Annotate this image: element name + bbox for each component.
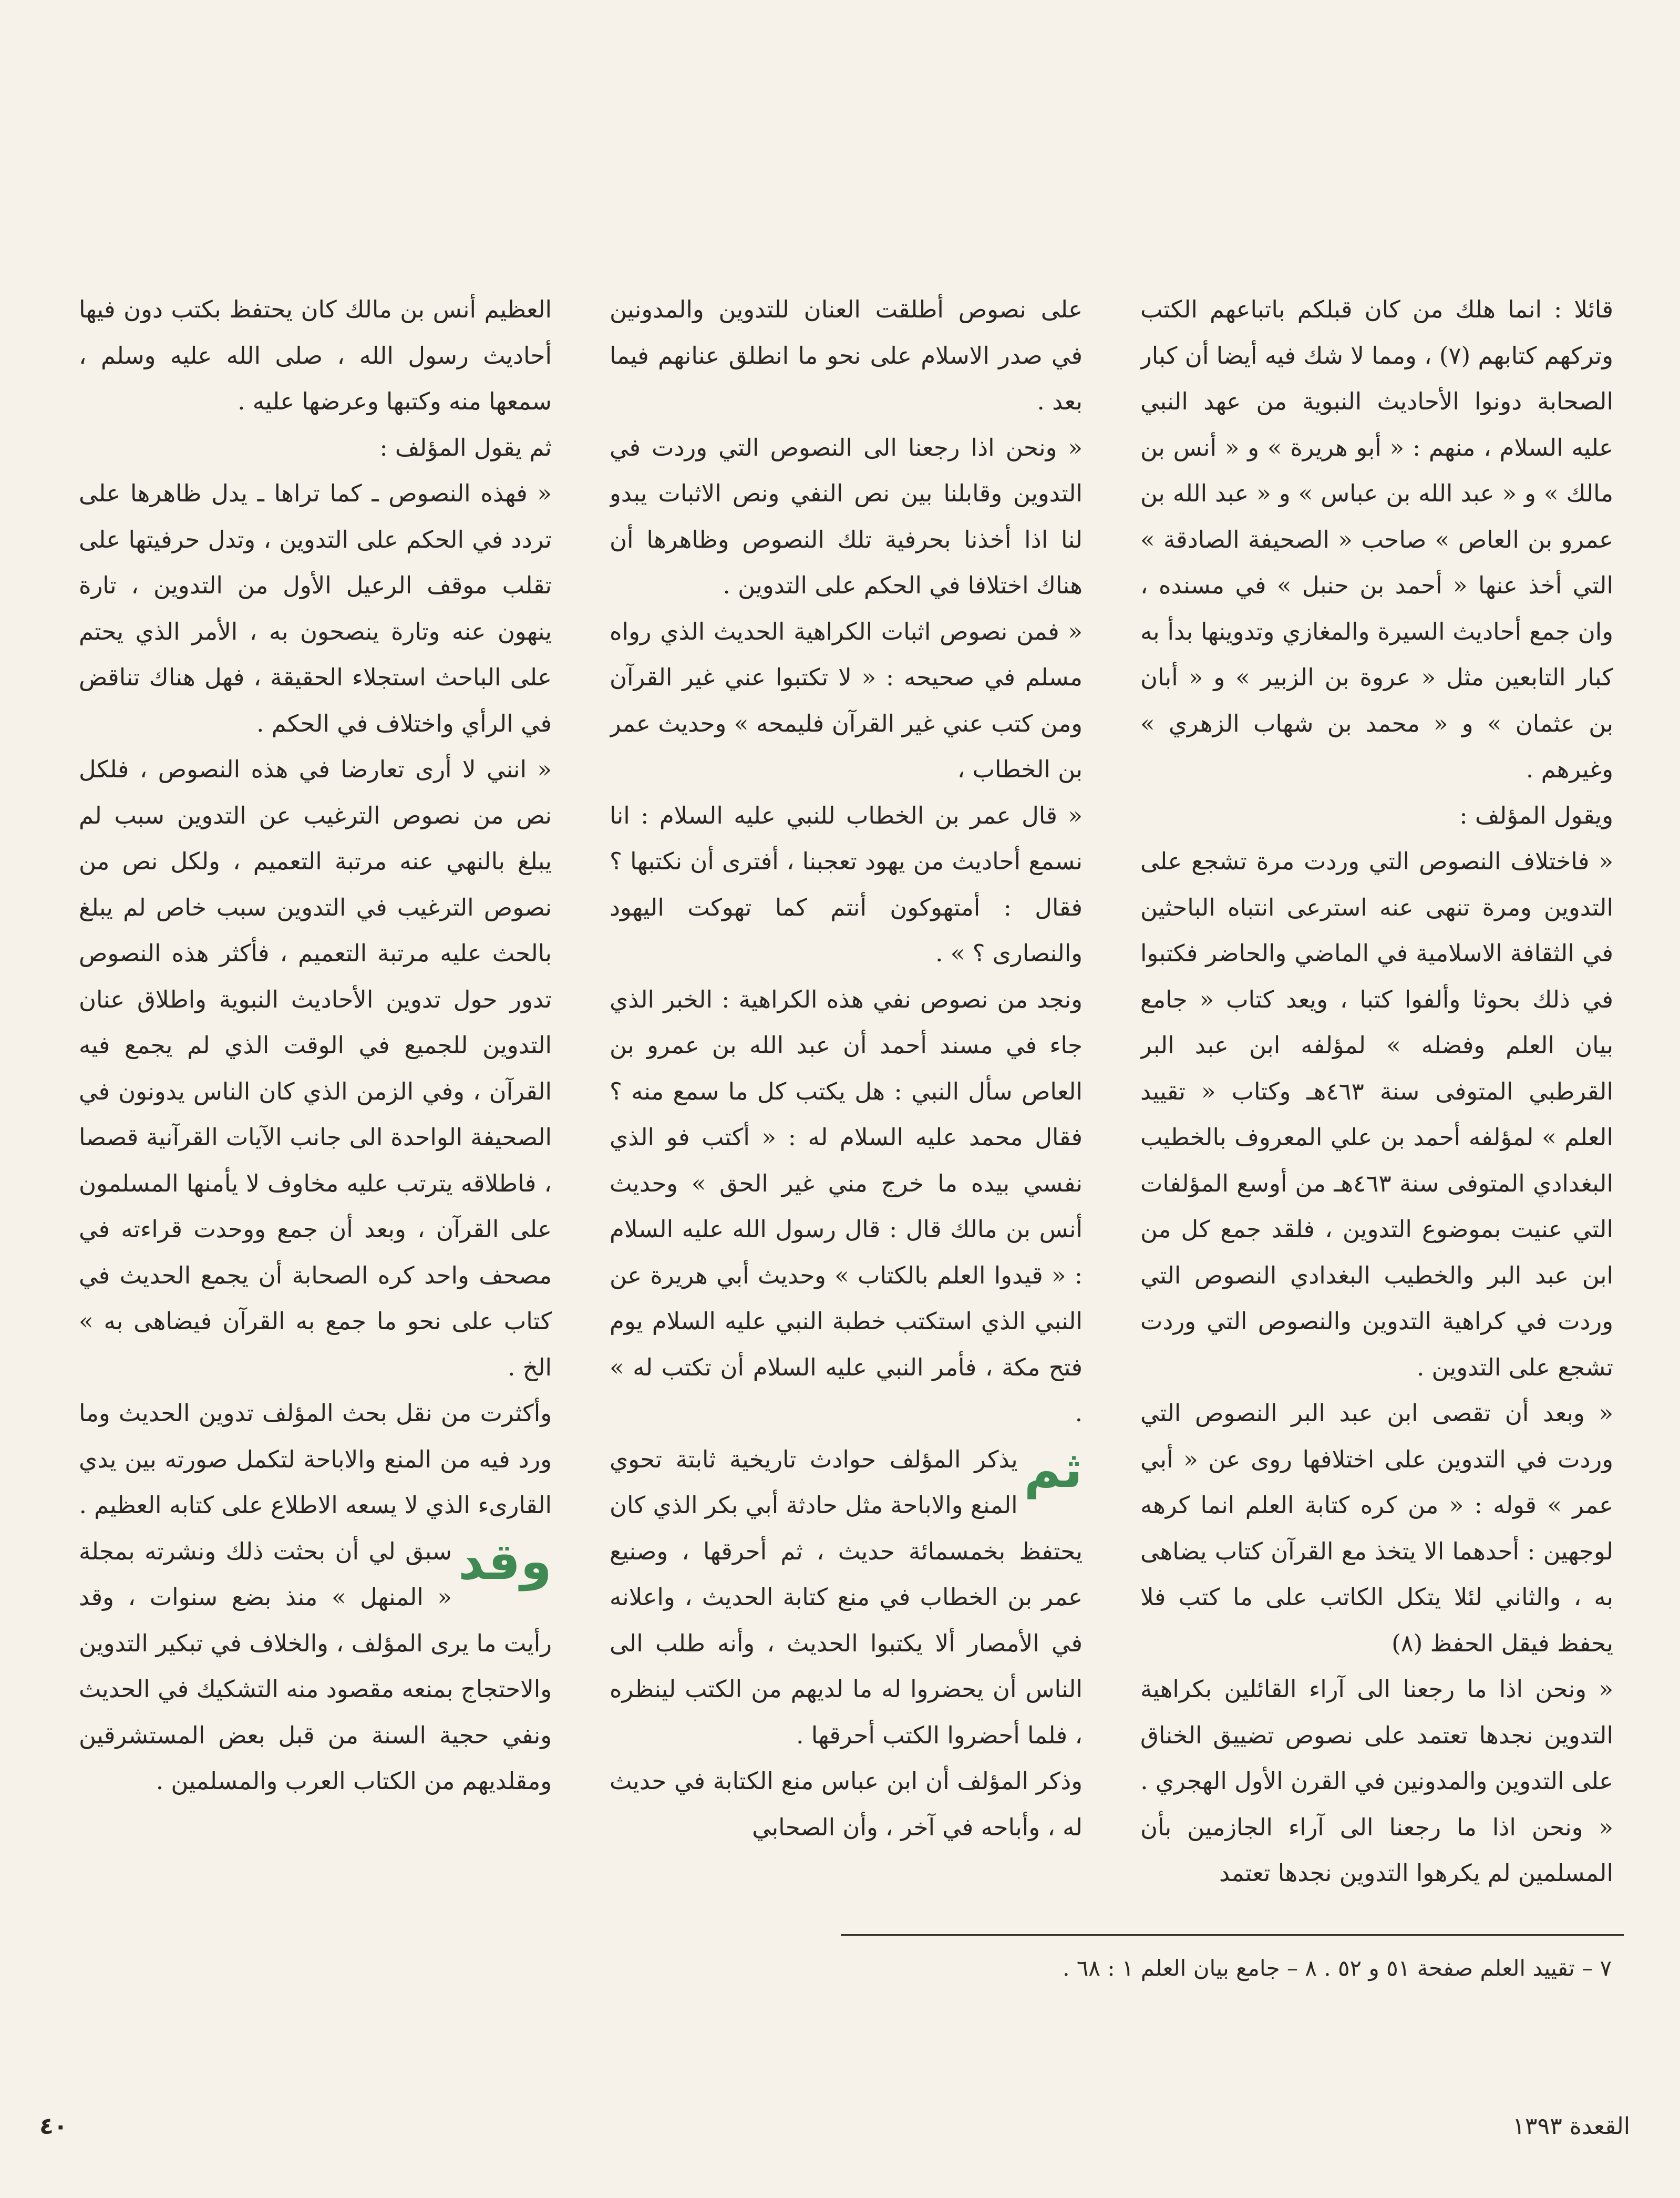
dropcap-waqad: وقد [458,1532,552,1591]
paragraph-with-dropcap [79,1528,552,1804]
paragraph: ونجد من نصوص نفي هذه الكراهية : الخبر الذي جاء في مسند أحمد أن عبد الله بن عمرو بن العاص سأل النبي : هل يكتب كل ما سمع منه ؟ فقال محمد عليه السلام له : « أكتب فو الذي نفسي بيده ما خرج مني غير الحق » وحديث أنس بن مالك قال : قال رسول الله عليه السلام : « قيدوا العلم بالكتاب » وحديث أبي هريرة عن النبي الذي استكتب خطبة النبي عليه السلام يوم فتح مكة ، فأمر النبي عليه السلام أن تكتب له » . [610,985,1083,1427]
page-number: ٤٠ [39,2113,68,2140]
paragraph: « ونحن اذا ما رجعنا الى آراء القائلين بكراهية التدوين نجدها تعتمد على نصوص تضييق الخناق على التدوين والمدونين في القرن الأول الهجري . [1140,1675,1613,1795]
paragraph: قائلا : انما هلك من كان قبلكم باتباعهم الكتب وتركهم كتابهم (٧) ، ومما لا شك فيه أيضا أن كبار الصحابة دونوا الأحاديث النبوية من عهد النبي عليه السلام ، منهم : « أبو هريرة » و « أنس بن مالك » و « عبد الله بن عباس » و « عبد الله بن عمرو بن العاص » صاحب « الصحيفة الصادقة » التي أخذ عنها « أحمد بن حنبل » في مسنده ، وان جمع أحاديث السيرة والمغازي وتدوينها بدأ به كبار التابعين مثل « عروة بن الزبير » و « أبان بن عثمان » و « محمد بن شهاب الزهري » وغيرهم . [1140,295,1613,783]
paragraph: « وبعد أن تقصى ابن عبد البر النصوص التي وردت في التدوين على اختلافها روى عن « أبي عمر » قوله : « من كره كتابة العلم انما كرهه لوجهين : أحدهما الا يتخذ مع القرآن كتاب يضاهى به ، والثاني لئلا يتكل الكاتب على ما كتب فلا يحفظ فيقل الحفظ (٨) [1140,1399,1613,1657]
paragraph: العظيم أنس بن مالك كان يحتفظ بكتب دون فيها أحاديث رسول الله ، صلى الله عليه وسلم ، سمعها منه وكتبها وعرضها عليه . [79,295,552,415]
paragraph: « ونحن اذا ما رجعنا الى آراء الجازمين بأن المسلمين لم يكرهوا التدوين نجدها تعتمد [1140,1813,1613,1887]
paragraph: على نصوص أطلقت العنان للتدوين والمدونين في صدر الاسلام على نحو ما انطلق عنانهم فيما بعد . [610,295,1083,415]
paragraph-with-dropcap [610,1436,1083,1759]
footnote-divider [841,1934,1624,1936]
column-middle [610,286,1083,1916]
paragraph: « ونحن اذا رجعنا الى النصوص التي وردت في التدوين وقابلنا بين نص النفي ونص الاثبات يبدو لنا اذا أخذنا بحرفية تلك النصوص وظاهرها أن هناك اختلافا في الحكم على التدوين . [610,433,1083,599]
article-columns [79,286,1613,1916]
issue-label: القعدة ١٣٩٣ [1512,2113,1630,2140]
paragraph: « فمن نصوص اثبات الكراهية الحديث الذي رواه مسلم في صحيحه : « لا تكتبوا عني غير القرآن ومن كتب عني غير القرآن فليمحه » وحديث عمر بن الخطاب ، [610,617,1083,783]
footnote: ٧ – تقييد العلم صفحة ٥١ و ٥٢ . ٨ – جامع بيان العلم ١ : ٦٨ . [1063,1955,1612,1981]
paragraph: ثم يقول المؤلف : [379,433,552,461]
column-left [79,286,552,1916]
column-right [1140,286,1613,1916]
paragraph: « فهذه النصوص ـ كما تراها ـ يدل ظاهرها على تردد في الحكم على التدوين ، وتدل حرفيتها على تقلب موقف الرعيل الأول من التدوين ، تارة ينهون عنه وتارة ينصحون به ، الأمر الذي يحتم على الباحث استجلاء الحقيقة ، فهل هناك تناقض في الرأي واختلاف في الحكم . [79,479,552,737]
paragraph: وأكثرت من نقل بحث المؤلف تدوين الحديث وما ورد فيه من المنع والاباحة لتكمل صورته بين يدي القارىء الذي لا يسعه الاطلاع على كتابه العظيم . [79,1399,552,1519]
paragraph: ويقول المؤلف : [1459,801,1613,829]
paragraph-text: سبق لي أن بحثت ذلك ونشرته بمجلة « المنهل » منذ بضع سنوات ، وقد رأيت ما يرى المؤلف ، والخلاف في تبكير التدوين والاحتجاج بمنعه مقصود منه التشكيك في الحديث ونفي حجية السنة من قبل بعض المستشرقين ومقلديهم من الكتاب العرب والمسلمين . [79,1537,552,1795]
paragraph: وذكر المؤلف أن ابن عباس منع الكتابة في حديث له ، وأباحه في آخر ، وأن الصحابي [610,1767,1083,1841]
paragraph: « انني لا أرى تعارضا في هذه النصوص ، فلكل نص من نصوص الترغيب عن التدوين سبب لم يبلغ بالنهي عنه مرتبة التعميم ، ولكل نص من نصوص الترغيب في التدوين سبب خاص لم يبلغ بالحث عليه مرتبة التعميم ، فأكثر هذه النصوص تدور حول تدوين الأحاديث النبوية واطلاق عنان التدوين للجميع في الوقت الذي لم يجمع فيه القرآن ، وفي الزمن الذي كان الناس يدونون في الصحيفة الواحدة الى جانب الآيات القرآنية قصصا ، فاطلاقه يترتب عليه مخاوف لا يأمنها المسلمون على القرآن ، وبعد أن جمع ووحدت قراءته في مصحف واحد كره الصحابة أن يجمع الحديث في كتاب على نحو ما جمع به القرآن فيضاهى به » الخ . [79,755,552,1381]
paragraph: « قال عمر بن الخطاب للنبي عليه السلام : انا نسمع أحاديث من يهود تعجبنا ، أفترى أن نكتبها ؟ فقال : أمتهوكون أنتم كما تهوكت اليهود والنصارى ؟ » . [610,801,1083,967]
dropcap-thumma: ثم [1024,1440,1083,1499]
paragraph-text: يذكر المؤلف حوادث تاريخية ثابتة تحوي المنع والاباحة مثل حادثة أبي بكر الذي كان يحتفظ بخمسمائة حديث ، ثم أحرقها ، وصنيع عمر بن الخطاب في منع كتابة الحديث ، واعلانه في الأمصار ألا يكتبوا الحديث ، وأنه طلب الى الناس أن يحضروا له ما لديهم من الكتب لينظره ، فلما أحضروا الكتب أحرقها . [610,1445,1083,1749]
paragraph: « فاختلاف النصوص التي وردت مرة تشجع على التدوين ومرة تنهى عنه استرعى انتباه الباحثين في الثقافة الاسلامية في الماضي والحاضر فكتبوا في ذلك بحوثا وألفوا كتبا ، ويعد كتاب « جامع بيان العلم وفضله » لمؤلفه ابن عبد البر القرطبي المتوفى سنة ٤٦٣هـ وكتاب « تقييد العلم » لمؤلفه أحمد بن علي المعروف بالخطيب البغدادي المتوفى سنة ٤٦٣هـ من أوسع المؤلفات التي عنيت بموضوع التدوين ، فلقد جمع كل من ابن عبد البر والخطيب البغدادي النصوص التي وردت في كراهية التدوين والنصوص التي وردت تشجع على التدوين . [1140,847,1613,1381]
